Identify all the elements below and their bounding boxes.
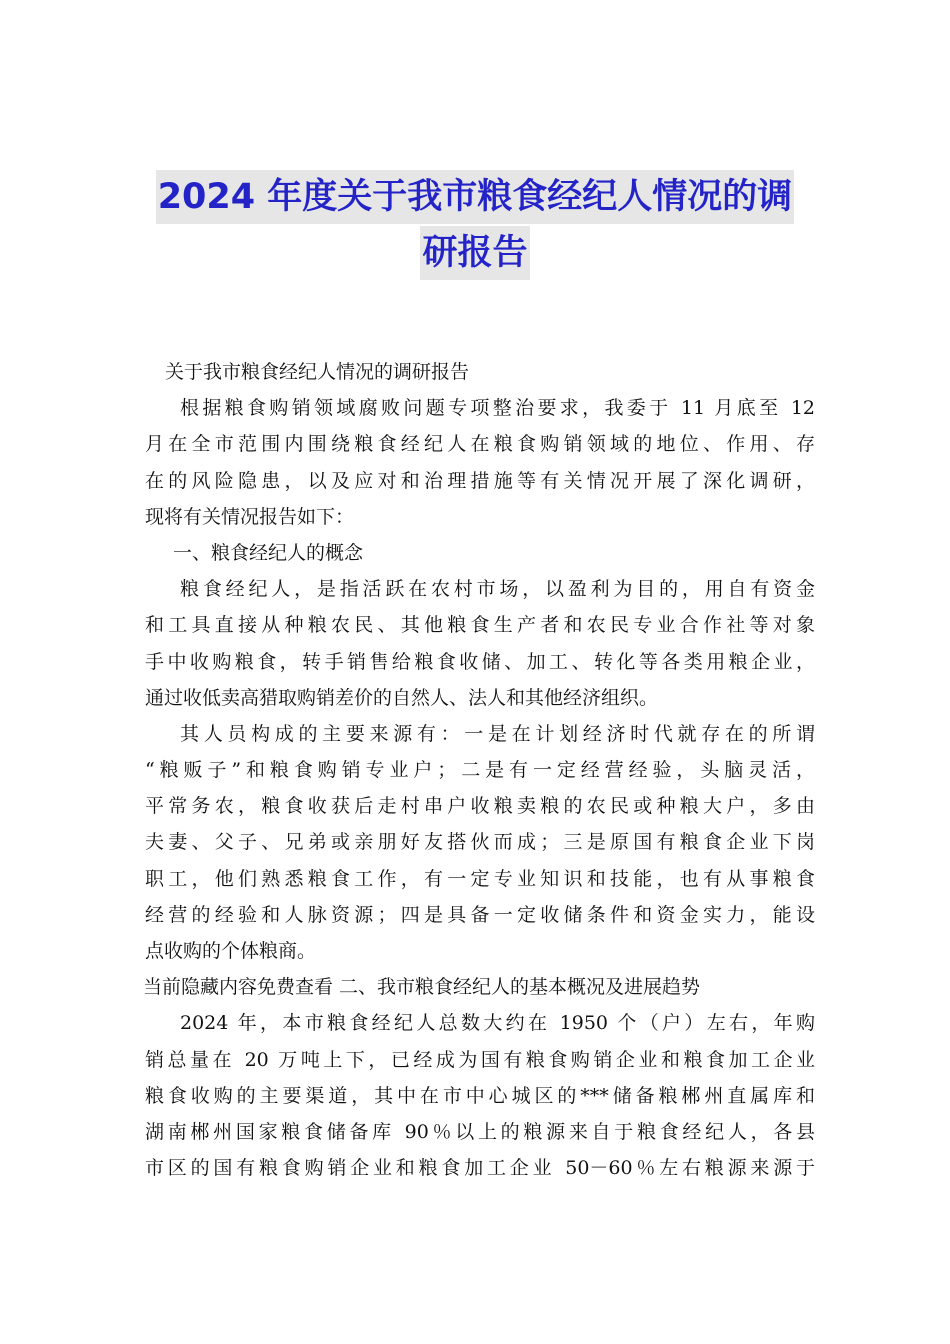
paragraph-line: 点收购的个体粮商。 <box>145 940 317 962</box>
paragraph-line: 平常务农，粮食收获后走村串户收粮卖粮的农民或种粮大户，多由 <box>145 795 815 818</box>
paragraph-line: 市区的国有粮食购销企业和粮食加工企业 50－60％左右粮源来源于 <box>145 1157 815 1180</box>
paragraph-line: 销总量在 20 万吨上下，已经成为国有粮食购销企业和粮食加工企业 <box>145 1048 815 1071</box>
paragraph-line: 手中收购粮食，转手销售给粮食收储、加工、转化等各类用粮企业， <box>145 650 815 673</box>
section-heading-line: 当前隐藏内容免费查看 二、我市粮食经纪人的基本概况及进展趋势 <box>143 976 701 999</box>
paragraph-line: 通过收低卖高猎取购销差价的自然人、法人和其他经济组织。 <box>145 686 659 709</box>
title-line-2: 研报告 <box>420 226 529 280</box>
paragraph-line: 2024 年，本市粮食经纪人总数大约在 1950 个（户）左右，年购 <box>180 1012 815 1035</box>
section-heading: 一、粮食经纪人的概念 <box>173 541 364 564</box>
paragraph-line: 夫妻、父子、兄弟或亲朋好友搭伙而成；三是原国有粮食企业下岗 <box>145 831 815 854</box>
paragraph-line: 职工，他们熟悉粮食工作，有一定专业知识和技能，也有从事粮食 <box>145 867 815 890</box>
paragraph-line: 和工具直接从种粮农民、其他粮食生产者和农民专业合作社等对象 <box>145 614 815 637</box>
paragraph-line: 粮食收购的主要渠道，其中在市中心城区的***储备粮郴州直属库和 <box>145 1084 815 1107</box>
paragraph-line: 月在全市范围内围绕粮食经纪人在粮食购销领域的地位、作用、存 <box>145 433 815 456</box>
paragraph-line: 在的风险隐患，以及应对和治理措施等有关情况开展了深化调研， <box>145 469 815 492</box>
document-title <box>0 170 950 282</box>
body-subtitle: 关于我市粮食经纪人情况的调研报告 <box>165 361 470 383</box>
paragraph-line: 现将有关情况报告如下： <box>145 505 355 528</box>
paragraph-line: 其人员构成的主要来源有：一是在计划经济时代就存在的所谓 <box>180 722 815 745</box>
paragraph-line: 粮食经纪人，是指活跃在农村市场，以盈利为目的，用自有资金 <box>180 578 815 601</box>
paragraph-line: 根据粮食购销领域腐败问题专项整治要求，我委于 11 月底至 12 <box>180 397 815 420</box>
paragraph-line: “粮贩子”和粮食购销专业户；二是有一定经营经验，头脑灵活， <box>145 759 815 782</box>
paragraph-line: 湖南郴州国家粮食储备库 90％以上的粮源来自于粮食经纪人，各县 <box>145 1120 815 1143</box>
document-body <box>145 354 815 1186</box>
title-line-1: 2024 年度关于我市粮食经纪人情况的调 <box>156 170 795 224</box>
paragraph-line: 经营的经验和人脉资源；四是具备一定收储条件和资金实力，能设 <box>145 903 815 926</box>
